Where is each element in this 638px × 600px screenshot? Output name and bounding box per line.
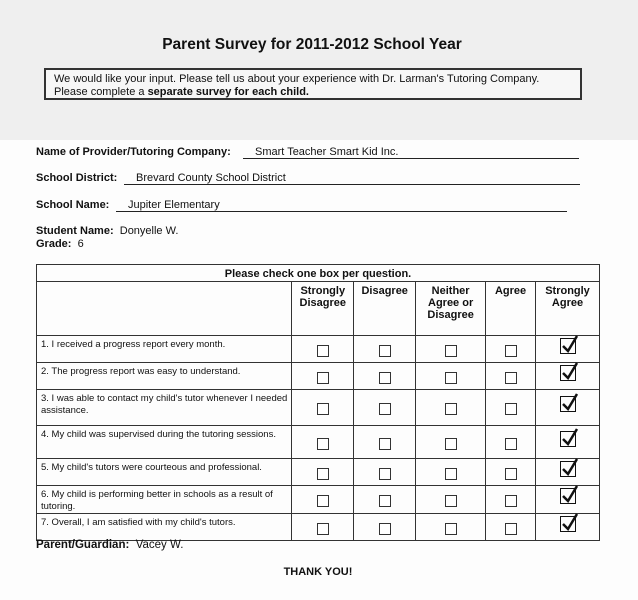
answer-cell [486, 486, 536, 514]
checkbox[interactable] [505, 345, 517, 357]
checkbox[interactable] [445, 345, 457, 357]
checkbox[interactable] [379, 438, 391, 450]
table-row [37, 390, 600, 426]
table-row [37, 514, 600, 541]
survey-table [36, 264, 600, 541]
provider-label: Name of Provider/Tutoring Company: [36, 146, 231, 158]
checkbox[interactable] [379, 372, 391, 384]
answer-cell [292, 336, 354, 363]
checkbox[interactable] [445, 495, 457, 507]
checkbox[interactable] [445, 468, 457, 480]
grade-value: 6 [77, 238, 84, 250]
table-row [37, 336, 600, 363]
answer-cell [536, 336, 600, 363]
checkbox[interactable] [317, 345, 329, 357]
answer-cell [486, 363, 536, 390]
answer-cell [354, 336, 416, 363]
checkbox[interactable] [379, 468, 391, 480]
col-neither: Neither Agree or Disagree [416, 282, 486, 336]
question-text: 4. My child was supervised during the tutoring sessions. [37, 426, 292, 459]
answer-cell [354, 363, 416, 390]
checkbox[interactable] [505, 438, 517, 450]
checked-checkbox[interactable] [560, 338, 576, 354]
answer-cell [536, 514, 600, 541]
district-field [36, 172, 286, 184]
question-text: 7. Overall, I am satisfied with my child's tutors. [37, 514, 292, 541]
col-disagree: Disagree [354, 282, 416, 336]
checkbox[interactable] [445, 438, 457, 450]
checkbox[interactable] [445, 403, 457, 415]
question-text: 5. My child's tutors were courteous and professional. [37, 459, 292, 486]
school-field [36, 199, 220, 211]
answer-cell [292, 459, 354, 486]
intro-box [44, 68, 582, 100]
table-row [37, 363, 600, 390]
answer-cell [416, 336, 486, 363]
checkbox[interactable] [445, 372, 457, 384]
answer-cell [536, 363, 600, 390]
table-row [37, 486, 600, 514]
answer-cell [536, 459, 600, 486]
page-title: Parent Survey for 2011-2012 School Year [162, 36, 462, 53]
answer-cell [536, 486, 600, 514]
grade-field [36, 238, 84, 250]
answer-cell [486, 459, 536, 486]
table-header-row [37, 282, 600, 336]
student-value: Donyelle W. [119, 225, 179, 237]
checked-checkbox[interactable] [560, 461, 576, 477]
provider-value: Smart Teacher Smart Kid Inc. [243, 146, 579, 159]
answer-cell [416, 486, 486, 514]
checkbox[interactable] [505, 523, 517, 535]
answer-cell [416, 514, 486, 541]
question-text: 2. The progress report was easy to understand. [37, 363, 292, 390]
table-row [37, 426, 600, 459]
col-strongly-disagree: Strongly Disagree [292, 282, 354, 336]
checked-checkbox[interactable] [560, 516, 576, 532]
checkbox[interactable] [317, 372, 329, 384]
checkbox[interactable] [317, 468, 329, 480]
checked-checkbox[interactable] [560, 488, 576, 504]
answer-cell [354, 426, 416, 459]
table-instruction: Please check one box per question. [37, 265, 600, 282]
checkbox[interactable] [505, 403, 517, 415]
col-agree: Agree [486, 282, 536, 336]
district-value: Brevard County School District [124, 172, 580, 185]
answer-cell [416, 363, 486, 390]
answer-cell [486, 426, 536, 459]
question-text: 1. I received a progress report every month. [37, 336, 292, 363]
parent-field [36, 539, 183, 551]
answer-cell [292, 426, 354, 459]
col-strongly-agree: Strongly Agree [536, 282, 600, 336]
answer-cell [536, 390, 600, 426]
answer-cell [416, 390, 486, 426]
district-label: School District: [36, 172, 118, 184]
answer-cell [292, 363, 354, 390]
checked-checkbox[interactable] [560, 431, 576, 447]
question-text: 3. I was able to contact my child's tutor whenever I needed assistance. [37, 390, 292, 426]
intro-line-2: Please complete a separate survey for each child. [54, 86, 309, 98]
answer-cell [292, 486, 354, 514]
answer-cell [354, 390, 416, 426]
answer-cell [486, 336, 536, 363]
answer-cell [354, 514, 416, 541]
answer-cell [416, 426, 486, 459]
answer-cell [486, 390, 536, 426]
table-body [37, 336, 600, 541]
grade-label: Grade: [36, 238, 72, 250]
checked-checkbox[interactable] [560, 396, 576, 412]
thank-you-text: THANK YOU! [283, 566, 353, 578]
answer-cell [354, 459, 416, 486]
student-field [36, 225, 178, 237]
table-row [37, 459, 600, 486]
answer-cell [536, 426, 600, 459]
checkbox[interactable] [445, 523, 457, 535]
answer-cell [292, 514, 354, 541]
answer-cell [292, 390, 354, 426]
parent-label: Parent/Guardian: [36, 539, 130, 551]
checkbox[interactable] [317, 403, 329, 415]
answer-cell [486, 514, 536, 541]
checkbox[interactable] [317, 523, 329, 535]
parent-value: Vacey W. [135, 539, 184, 551]
checkbox[interactable] [379, 345, 391, 357]
checkbox[interactable] [505, 372, 517, 384]
checkbox[interactable] [379, 523, 391, 535]
checkbox[interactable] [379, 403, 391, 415]
checkbox[interactable] [317, 495, 329, 507]
school-value: Jupiter Elementary [116, 199, 567, 212]
checkbox[interactable] [505, 468, 517, 480]
checkbox[interactable] [505, 495, 517, 507]
question-header [37, 282, 292, 336]
question-text: 6. My child is performing better in schools as a result of tutoring. [37, 486, 292, 514]
checked-checkbox[interactable] [560, 365, 576, 381]
student-label: Student Name: [36, 225, 114, 237]
answer-cell [416, 459, 486, 486]
intro-line-1: We would like your input. Please tell us about your experience with Dr. Larman's Tutoring Company. [54, 73, 540, 85]
answer-cell [354, 486, 416, 514]
checkbox[interactable] [317, 438, 329, 450]
checkbox[interactable] [379, 495, 391, 507]
provider-field [36, 146, 399, 158]
school-label: School Name: [36, 199, 110, 211]
